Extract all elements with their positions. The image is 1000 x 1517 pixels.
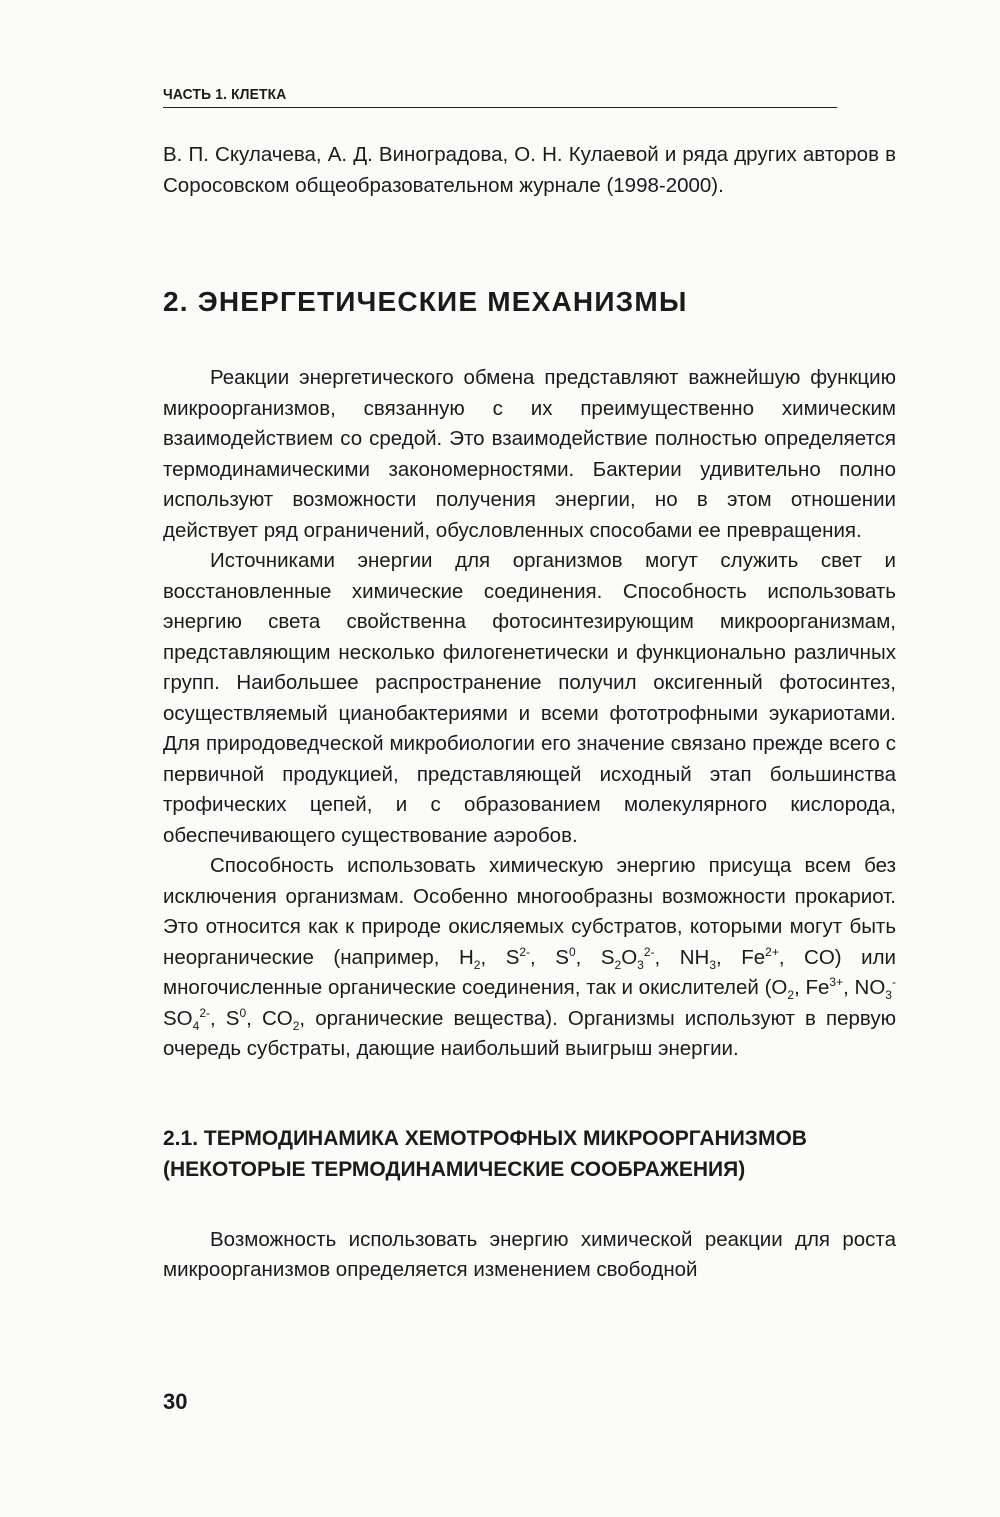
section-title: 2. ЭНЕРГЕТИЧЕСКИЕ МЕХАНИЗМЫ	[163, 286, 688, 317]
subsection-paragraph: Возможность использовать энергию химической реакции для роста микроорганизмов определяется изменением свободной	[163, 1227, 896, 1281]
text-run: , S	[209, 1006, 240, 1030]
text-run: Способность использовать химическую энергию присуща всем без исключения организмам. Особенно многообразны возможности прокариот. Это относится как к природе окисляемых субстратов, которыми могут быть неорганические (например, H	[163, 854, 896, 969]
superscript: 2-	[199, 1005, 210, 1020]
intro-paragraph: В. П. Скулачева, А. Д. Виноградова, О. Н. Кулаевой и ряда других авторов в Соросовском общеобразовательном журнале (1998-2000).	[163, 143, 896, 197]
section-paragraph-2: Источниками энергии для организмов могут служить свет и восстановленные химические соединения. Способность использовать энергию света свойственна фотосинтезирующим микроорганизмам, представляющим несколько филогенетически и функционально различных групп. Наибольшее распространение получил оксигенный фотосинтез, осуществляемый цианобактериями и всеми фототрофными эукариотами. Для природоведческой микробиологии его значение связано прежде всего с первичной продукцией, представляющей исходный этап большинства трофических цепей, и с образованием молекулярного кислорода, обеспечивающего существование аэробов.	[163, 549, 896, 847]
text-run: , CO) или многочисленные органические соединения, так и окислителей (O	[163, 945, 896, 999]
subscript: 3	[885, 988, 892, 1003]
subsection-title	[163, 1123, 896, 1185]
superscript: 3+	[829, 975, 844, 990]
text-run: , NH	[654, 945, 710, 969]
superscript: 0	[239, 1005, 247, 1020]
text-run: O	[621, 945, 638, 969]
section-paragraph-3	[163, 851, 896, 1065]
subscript: 2	[787, 988, 795, 1003]
superscript: 2-	[643, 944, 655, 959]
page-content	[163, 140, 896, 1286]
subscript: 3	[709, 957, 717, 972]
text-run: SO	[163, 1006, 193, 1030]
subscript: 2	[473, 957, 481, 972]
running-head: ЧАСТЬ 1. КЛЕТКА	[163, 86, 837, 108]
subscript: 4	[192, 1018, 200, 1033]
subscript: 3	[637, 957, 644, 972]
text-run: , S	[530, 945, 569, 969]
text-run: , CO	[246, 1006, 293, 1030]
superscript: 2+	[765, 944, 779, 959]
subsection-title-line-1: 2.1. ТЕРМОДИНАМИКА ХЕМОТРОФНЫХ МИКРООРГАНИЗМОВ	[163, 1126, 807, 1150]
text-run: , S	[575, 945, 615, 969]
subscript: 2	[614, 957, 622, 972]
page-number: 30	[163, 1389, 188, 1414]
superscript: 0	[568, 944, 576, 959]
subsection-title-line-2: (НЕКОТОРЫЕ ТЕРМОДИНАМИЧЕСКИЕ СООБРАЖЕНИЯ)	[163, 1157, 746, 1181]
text-run: , S	[480, 945, 520, 969]
text-run: , Fe	[716, 945, 766, 969]
superscript: 2-	[519, 944, 531, 959]
superscript: -	[891, 975, 896, 990]
text-run: , Fe	[794, 976, 830, 999]
section-paragraph-1: Реакции энергетического обмена представляют важнейшую функцию микроорганизмов, связанную с их преимущественно химическим взаимодействием со средой. Это взаимодействие полностью определяется термодинамическими закономерностями. Бактерии удивительно полно используют возможности получения энергии, но в этом отношении действует ряд ограничений, обусловленных способами ее превращения.	[163, 366, 896, 542]
text-run: , органические вещества). Организмы используют в первую очередь субстраты, дающие наибольший выигрыш энергии.	[163, 1006, 896, 1060]
subscript: 2	[292, 1018, 300, 1033]
text-run: , NO	[843, 976, 886, 999]
